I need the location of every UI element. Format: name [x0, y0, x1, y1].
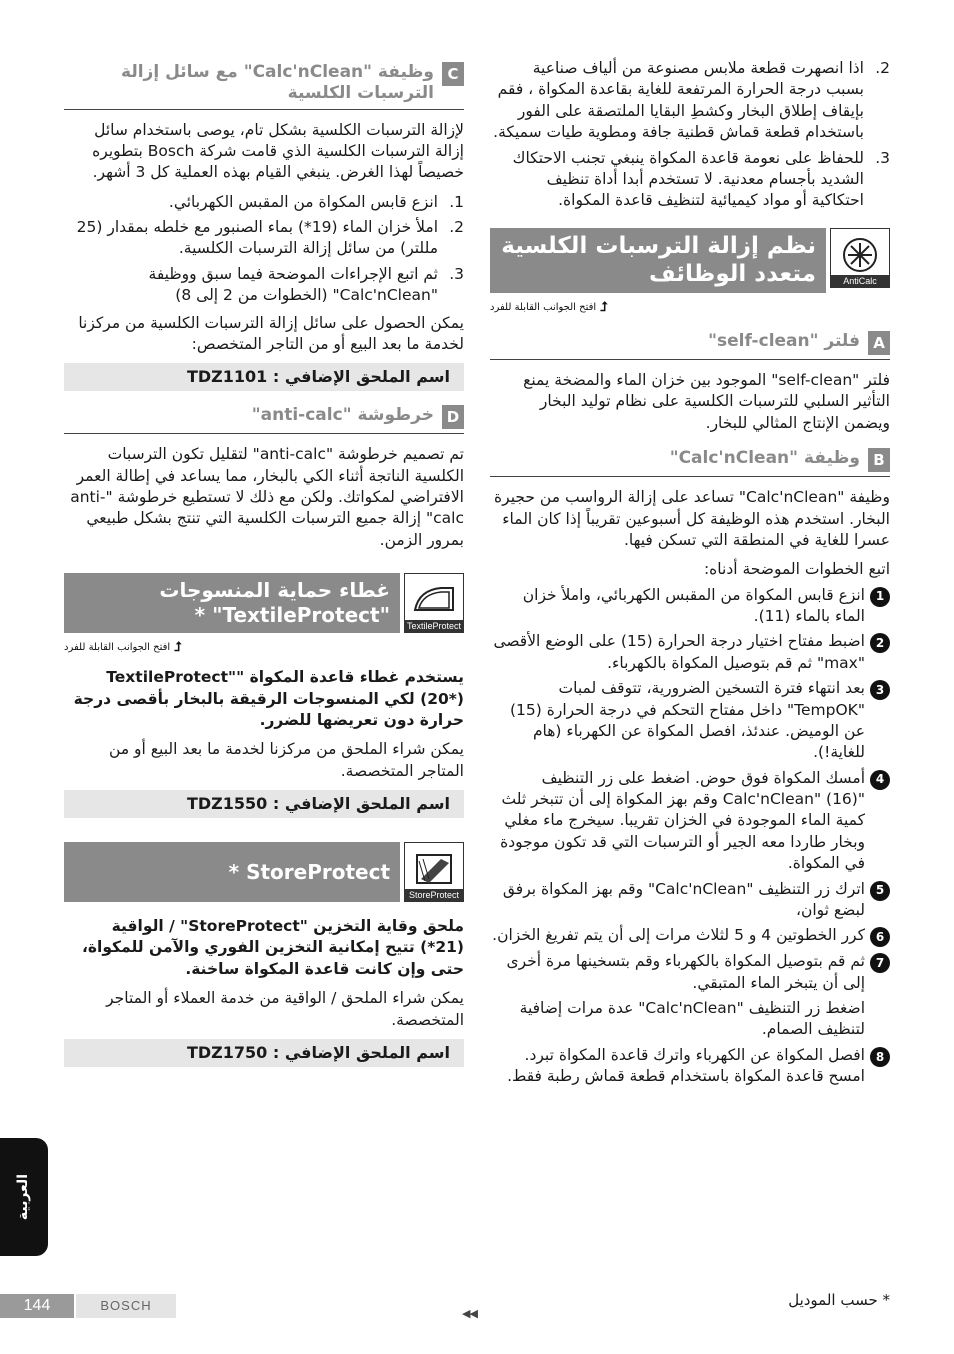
section-b-text: وظيفة "Calc'nClean" تساعد على إزالة الرواسب من حجيرة البخار. استخدم هذه الوظيفة كل أسبوعين تقريباً إذا كان الماء عسرا للغاية في المنطقة التي تسكن فيها.: [494, 488, 890, 549]
section-title: وظيفة "Calc'nClean": [669, 448, 860, 469]
accessory-name: اسم الملحق الإضافي : TDZ1750: [64, 1039, 464, 1067]
section-d-text: تم تصميم خرطوشة "anti-calc" لتقليل تكون الترسبات الكلسية الناتجة أثناء الكي بالبخار، مما يساعد في إطالة العمر الافتراضي لمكواتك. ولكن مع ذلك لا تستطيع خرطوشة "anti-calc" إزالة جميع الترسبات الكلسية التي تنتج بشكل طبيعي بمرور الزمن.: [70, 445, 464, 549]
section-a-text: فلتر "self-clean" الموجود بين خزان الماء والمضخة يمنع التأثير السلبي للترسبات الكلسية على نظام توليد البخار ويضمن الإنتاج المثالي للبخار.: [523, 371, 890, 432]
step-number: 3: [870, 680, 890, 700]
iron-soleplate-icon: [411, 580, 457, 620]
section-letter: D: [442, 405, 464, 429]
section-c-heading: [64, 62, 464, 110]
fold-arrow-icon: ⮥: [174, 640, 182, 656]
footnote: * حسب الموديل: [788, 1291, 890, 1309]
anticalc-title: نظم إزالة الترسبات الكلسية متعدد الوظائف: [490, 228, 826, 294]
section-title: خرطوشة "anti-calc": [251, 405, 434, 426]
storeprotect-banner: [64, 842, 464, 902]
language-tab: العربية: [0, 1138, 48, 1256]
textileprotect-note: يمكن شراء الملحق من مركزنا لخدمة ما بعد البيع أو من المتاجر المتخصصة.: [109, 740, 464, 780]
section-c-note: يمكن الحصول على سائل إزالة الترسبات الكلسية من مركزنا لخدمة ما بعد البيع أو من التاجر المتخصص:: [78, 313, 464, 353]
textileprotect-icon: TextileProtect: [404, 573, 464, 633]
step-number: 8: [870, 1047, 890, 1067]
list-item: 2. املأ خزان الماء (19*) بماء الصنبور مع خلطه بمقدار (25 مللتر) من سائل إزالة الترسبات الكلسية.: [76, 218, 464, 258]
textileprotect-title: غطاء حماية المنسوجات "TextileProtect" *: [64, 573, 400, 633]
list-item: 1 انزع قابس المكواة من المقبس الكهربائي، واملأ خزان الماء بالماء (11).: [490, 585, 890, 628]
list-item: 2 اضبط مفتاح اختيار درجة الحرارة (15) على الوضع الأقصى "max" ثم قم بتوصيل المكواة بالكهرباء.: [490, 631, 890, 674]
nav-arrows-icon: ◀◀: [462, 1307, 477, 1320]
accessory-name: اسم الملحق الإضافي : TDZ1101: [64, 363, 464, 391]
section-letter: B: [868, 448, 890, 472]
section-a-heading: [490, 331, 890, 360]
storeprotect-note: يمكن شراء الملحق / الواقية من خدمة العملاء أو المتاجر المتخصصة.: [106, 989, 464, 1029]
list-item: 2. اذا انصهرت قطعة ملابس مصنوعة من ألياف صناعية بسبب درجة الحرارة المرتفعة للغاية بقاعدة المكواة ، فقم بإيقاف إطلاق البخار وكشطِ البقايا الملتصقة على الفور باستخدام قطعة قماش قطنية جافة ومطوية طيات سميكة.: [493, 59, 890, 142]
textileprotect-text: يستخدم غطاء قاعدة المكواة "TextileProtect" (20*) لكي المنسوجات الرقيقة بالبخار بأقصى درجة حرارة دون تعريضها للضرر.: [73, 668, 464, 729]
list-item: 3. ثم اتبع الإجراءات الموضحة فيما سبق ووظيفة "Calc'nClean" (الخطوات من 2 إلى 8): [148, 264, 464, 305]
intro-steps: [490, 58, 890, 212]
storeprotect-icon: StoreProtect: [404, 842, 464, 902]
left-column: [64, 58, 464, 1081]
section-c-text: لإزالة الترسبات الكلسية بشكل تام، يوصى باستخدام سائل إزالة الترسبات الكلسية الذي قامت شركة Bosch بتطويره خصيصاً لهذا الغرض. ينبغي القيام بهذه العملية كل 3 أشهر.: [92, 120, 464, 182]
list-item: 8 افصل المكواة عن الكهرباء واترك قاعدة المكواة تبرد. امسح قاعدة المكواة باستخدام قطعة قماش رطبة فقط.: [490, 1045, 890, 1088]
accessory-name: اسم الملحق الإضافي : TDZ1550: [64, 790, 464, 818]
section-title: وظيفة "Calc'nClean" مع سائل إزالة الترسبات الكلسية: [121, 62, 434, 104]
steps-intro: اتبع الخطوات الموضحة أدناه:: [703, 560, 890, 579]
brand-label: BOSCH: [76, 1294, 176, 1318]
list-item: 5 اترك زر التنظيف "Calc'nClean" وقم بهز المكواة برفق لبضع ثوان،: [490, 879, 890, 922]
section-b-heading: [490, 448, 890, 477]
page-number: 144: [0, 1294, 74, 1318]
fold-arrow-icon: ⮥: [600, 300, 608, 316]
anticalc-banner: [490, 228, 890, 294]
step-number: 7: [870, 953, 890, 973]
section-d-heading: [64, 405, 464, 434]
list-item: 3 بعد انتهاء فترة التسخين الضرورية، تتوقف لمبات "TempOK" داخل مفتاح التحكم في درجة الحرارة (15) عن الوميض. عندئذ، افصل المكواة عن الكهرباء (هام للغاية!).: [490, 678, 890, 764]
anticalc-icon: AntiCalc: [830, 228, 890, 288]
step-number: 5: [870, 881, 890, 901]
section-letter: A: [868, 331, 890, 355]
iron-storage-icon: [411, 849, 457, 889]
list-item: اضغط زر التنظيف "Calc'nClean" عدة مرات إضافية لتنظيف الصمام.: [519, 999, 865, 1039]
list-item: 6 كرر الخطوتين 4 و 5 لثلاث مرات إلى أن يتم تفريغ الخزان.: [490, 925, 890, 947]
section-c-steps: [64, 192, 464, 307]
snowflake-icon: [840, 235, 880, 275]
storeprotect-title: StoreProtect *: [64, 842, 400, 902]
right-column: [490, 58, 890, 1092]
fold-note: ⮥ افتح الجوانب القابلة للفرد: [490, 300, 608, 316]
list-item: 3. للحفاظ على نعومة قاعدة المكواة ينبغي تجنب الاحتكاك الشديد بأجسام معدنية. لا تستخدم أبدا أداة تنظيف احتكاكية أو مواد كيميائية لتنظيف قاعدة المكواة.: [512, 148, 890, 210]
storeprotect-text: ملحق وقاية التخزين "StoreProtect" / الواقية (21*) تتيح إمكانية التخزين الفوري والآمن للمكواة، حتى وإن كانت قاعدة المكواة ساخنة.: [81, 917, 464, 978]
section-letter: C: [442, 62, 464, 86]
step-number: 2: [870, 633, 890, 653]
step-number: 1: [870, 587, 890, 607]
step-number: 6: [870, 927, 890, 947]
fold-note: ⮥ افتح الجوانب القابلة للفرد: [64, 640, 182, 656]
textileprotect-banner: [64, 573, 464, 633]
list-item: 7 ثم قم بتوصيل المكواة بالكهرباء وقم بتسخينها مرة أخرى إلى أن يتبخر الماء المتبقي.: [490, 951, 890, 994]
step-number: 4: [870, 770, 890, 790]
calcnclean-steps: [490, 585, 890, 1088]
list-item: 4 أمسك المكواة فوق حوض. اضغط على زر التنظيف "Calc'nClean" (16) وقم بهز المكواة إلى أن تتبخر ثلث كمية الماء الموجودة في الخزان تقريبا. سيخرج ماء مغلي وبخار طاردا معه الجير أو الترسبات التي قد تكون موجودة في المكواة.: [490, 768, 890, 875]
section-title: فلتر "self-clean": [708, 331, 860, 352]
list-item: 1. انزع قابس المكواة من المقبس الكهربائي.: [168, 192, 464, 211]
